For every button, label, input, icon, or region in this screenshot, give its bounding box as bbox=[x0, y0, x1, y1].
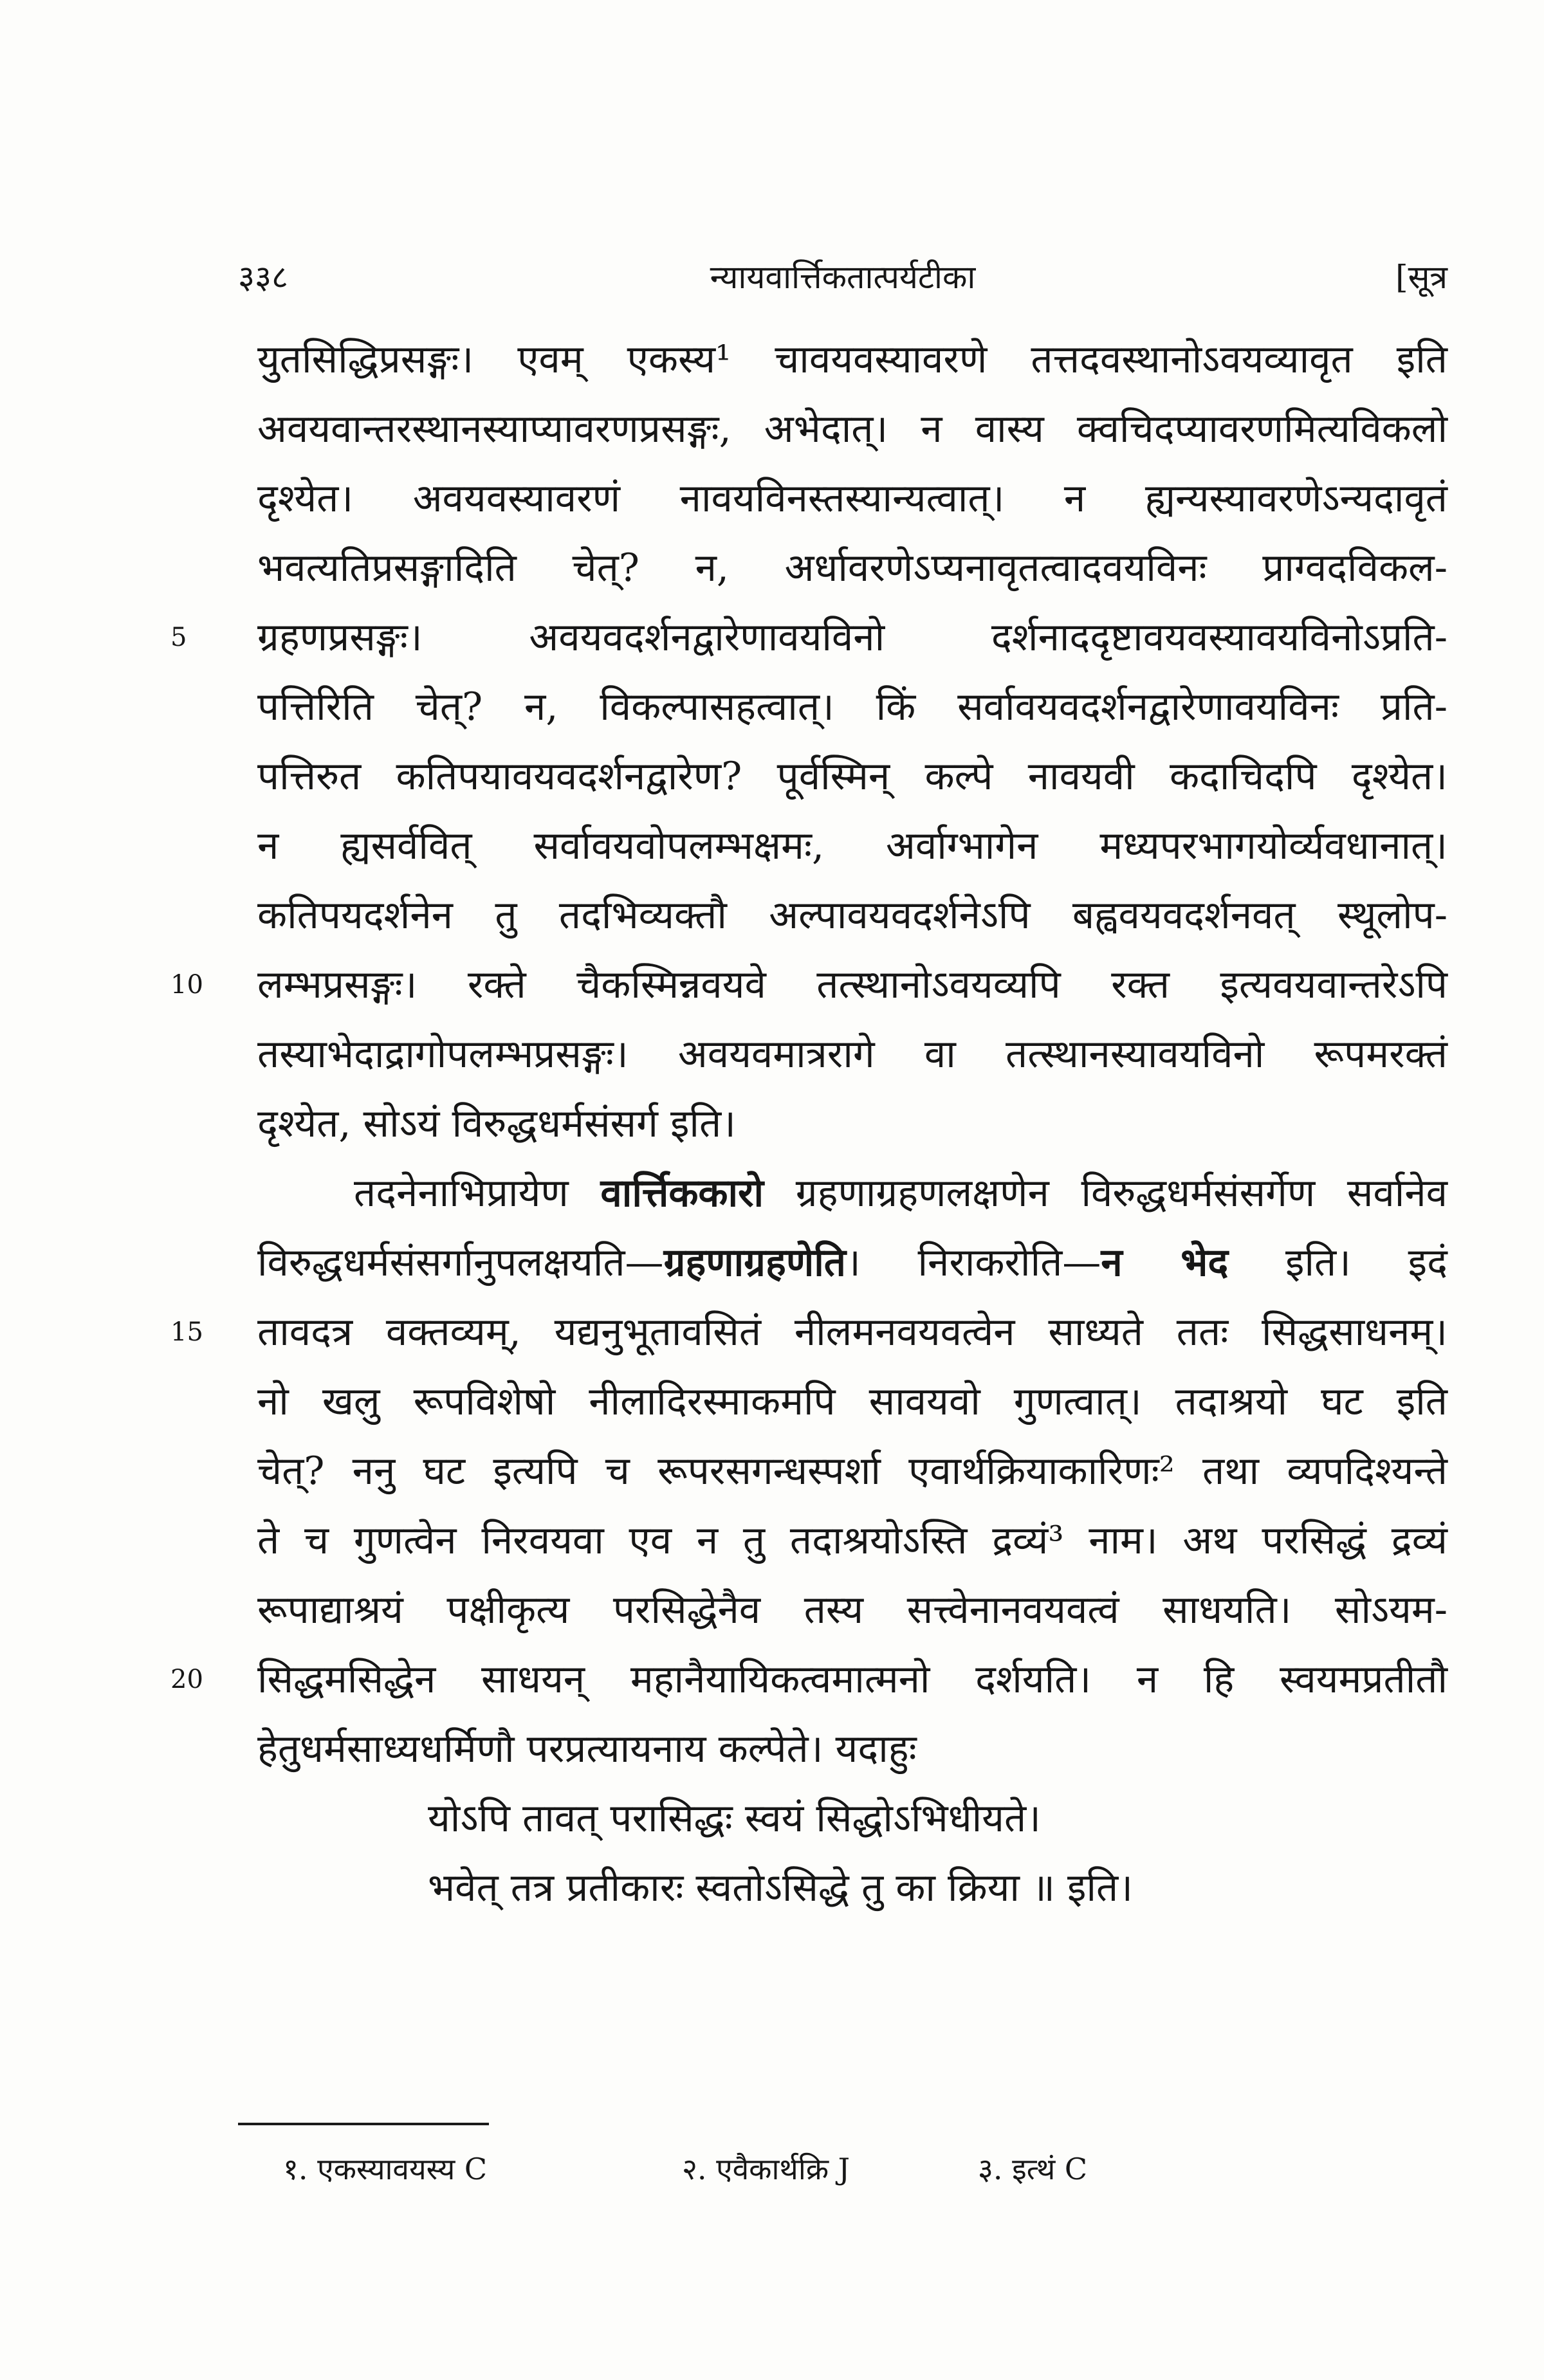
main-text bbox=[170, 325, 1448, 1923]
line-number: 5 bbox=[170, 623, 187, 652]
text-line bbox=[257, 1020, 1448, 1089]
text-line bbox=[257, 1506, 1448, 1575]
text-line bbox=[170, 1297, 1448, 1367]
line-text: सिद्धमसिद्धेन साधयन् महानैयायिकत्वमात्मनो दर्शयति। न हि स्वयमप्रतीतौ bbox=[257, 1657, 1448, 1702]
text-line bbox=[170, 603, 1448, 672]
line-text: पत्तिरिति चेत्? न, विकल्पासहत्वात्। किं सर्वावयवदर्शनद्वारेणावयविनः प्रति- bbox=[257, 684, 1448, 729]
line-text: हेतुधर्मसाध्यधर्मिणौ परप्रत्यायनाय कल्पेते। यदाहुः bbox=[257, 1726, 917, 1771]
text-line bbox=[257, 464, 1448, 533]
bold-term: न भेद bbox=[1101, 1240, 1229, 1285]
line-text: अवयवान्तरस्थानस्याप्यावरणप्रसङ्गः, अभेदात्। न वास्य क्वचिदप्यावरणमित्यविकलो bbox=[257, 407, 1448, 452]
text-line bbox=[257, 1158, 1448, 1228]
line-text: चेत्? ननु घट इत्यपि च रूपरसगन्धस्पर्शा एवार्थक्रियाकारिणः² तथा व्यपदिश्यन्ते bbox=[257, 1449, 1448, 1494]
line-number: 15 bbox=[170, 1317, 203, 1347]
running-title: न्यायवार्त्तिकतात्पर्यटीका bbox=[710, 259, 976, 296]
text-line bbox=[257, 672, 1448, 742]
page-number: ३३८ bbox=[238, 259, 288, 296]
line-text: इति। इदं bbox=[1228, 1240, 1448, 1285]
text-line bbox=[257, 1575, 1448, 1645]
line-text: लम्भप्रसङ्गः। रक्ते चैकस्मिन्नवयवे तत्स्थानोऽवयव्यपि रक्त इत्यवयवान्तरेऽपि bbox=[257, 962, 1448, 1007]
line-text: रूपाद्याश्रयं पक्षीकृत्य परसिद्धेनैव तस्य सत्त्वेनानवयवत्वं साधयति। सोऽयम- bbox=[257, 1588, 1448, 1633]
line-text: ते च गुणत्वेन निरवयवा एव न तु तदाश्रयोऽस्ति द्रव्यं³ नाम। अथ परसिद्धं द्रव्यं bbox=[257, 1518, 1448, 1563]
text-line bbox=[257, 811, 1448, 881]
footnote-1: १. एकस्यावयस्य C bbox=[283, 2152, 488, 2186]
line-text: । निराकरोति— bbox=[846, 1240, 1101, 1285]
line-text: दृश्येत। अवयवस्यावरणं नावयविनस्तस्यान्यत्वात्। न ह्यन्यस्यावरणेऽन्यदावृतं bbox=[257, 476, 1448, 521]
footnote-3: ३. इत्थं C bbox=[978, 2152, 1088, 2186]
line-number: 20 bbox=[170, 1665, 203, 1694]
text-line bbox=[257, 533, 1448, 603]
line-text: कतिपयदर्शनेन तु तदभिव्यक्तौ अल्पावयवदर्शनेऽपि बह्ववयवदर्शनवत् स्थूलोप- bbox=[257, 893, 1448, 938]
line-text: विरुद्धधर्मसंसर्गानुपलक्षयति— bbox=[257, 1240, 664, 1285]
text-line bbox=[257, 742, 1448, 811]
text-line bbox=[257, 394, 1448, 464]
bold-term: ग्रहणाग्रहणेति bbox=[663, 1240, 847, 1285]
line-text: नो खलु रूपविशेषो नीलादिरस्माकमपि सावयवो गुणत्वात्। तदाश्रयो घट इति bbox=[257, 1379, 1448, 1424]
line-text: युतसिद्धिप्रसङ्गः। एवम् एकस्य¹ चावयवस्यावरणे तत्तदवस्थानोऽवयव्यावृत इति bbox=[257, 337, 1448, 382]
line-text: न ह्यसर्ववित् सर्वावयवोपलम्भक्षमः, अर्वाग्भागेन मध्यपरभागयोर्व्यवधानात्। bbox=[257, 823, 1448, 868]
text-line bbox=[170, 950, 1448, 1020]
line-text: भवत्यतिप्रसङ्गादिति चेत्? न, अर्धावरणेऽप्यनावृतत्वादवयविनः प्राग्वदविकल- bbox=[257, 545, 1448, 590]
line-text: तस्याभेदाद्रागोपलम्भप्रसङ्गः। अवयवमात्ररागे वा तत्स्थानस्यावयविनो रूपमरक्तं bbox=[257, 1032, 1448, 1077]
text-line bbox=[257, 1436, 1448, 1506]
text-line bbox=[257, 1228, 1448, 1297]
text-line bbox=[257, 1089, 1448, 1158]
bold-term: वार्त्तिककारो bbox=[600, 1171, 764, 1216]
line-text: ग्रहणप्रसङ्गः। अवयवदर्शनद्वारेणावयविनो दर्शनाददृष्टावयवस्यावयविनोऽप्रति- bbox=[257, 615, 1448, 660]
line-text: तावदत्र वक्तव्यम्, यद्यनुभूतावसितं नीलमनवयवत्वेन साध्यते ततः सिद्धसाधनम्। bbox=[257, 1310, 1448, 1355]
line-text: ग्रहणाग्रहणलक्षणेन विरुद्धधर्मसंसर्गेण सर्वानेव bbox=[764, 1171, 1448, 1216]
footnote-2: २. एवैकार्थक्रि J bbox=[682, 2152, 850, 2186]
text-line bbox=[257, 325, 1448, 394]
text-line bbox=[170, 1645, 1448, 1714]
footnote-rule bbox=[238, 2123, 489, 2125]
line-text: पत्तिरुत कतिपयावयवदर्शनद्वारेण? पूर्वस्मिन् कल्पे नावयवी कदाचिदपि दृश्येत। bbox=[257, 754, 1448, 799]
verse-line: भवेत् तत्र प्रतीकारः स्वतोऽसिद्धे तु का क्रिया ॥ इति। bbox=[428, 1865, 1133, 1910]
section-marker: [सूत्र bbox=[1395, 259, 1448, 296]
verse-line: योऽपि तावत् परासिद्धः स्वयं सिद्धोऽभिधीयते। bbox=[428, 1796, 1041, 1841]
running-header bbox=[238, 254, 1448, 306]
line-text: तदनेनाभिप्रायेण bbox=[354, 1171, 601, 1216]
line-number: 10 bbox=[170, 970, 203, 1000]
footnotes bbox=[283, 2148, 1441, 2200]
text-line bbox=[257, 881, 1448, 950]
text-line bbox=[257, 1367, 1448, 1436]
text-line bbox=[257, 1714, 1448, 1784]
line-text: दृश्येत, सोऽयं विरुद्धधर्मसंसर्ग इति। bbox=[257, 1101, 736, 1146]
